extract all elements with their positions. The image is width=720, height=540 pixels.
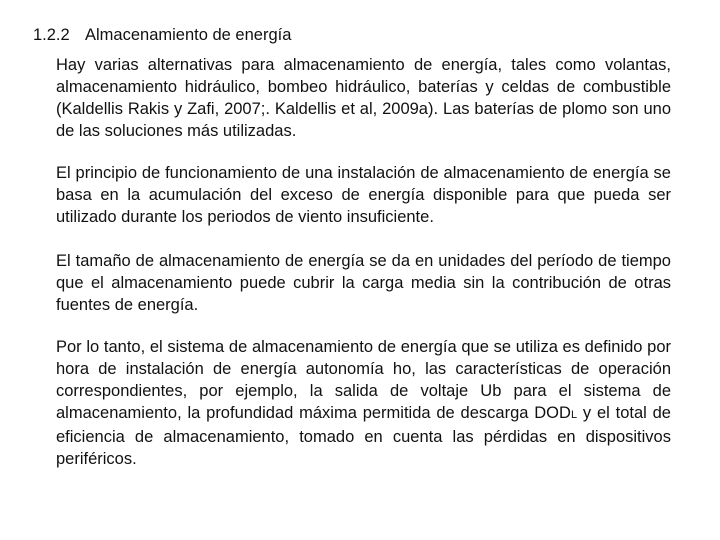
- paragraph-4-text-start: Por lo tanto, el sistema de almacenamiento de energía que se utiliza es definido por hora de instalación de energía autonomía ho, las características de operación correspondientes, por ejemplo, la salida de voltaje Ub para el sistema de almacenamiento, la profundidad máxima permitida de descarga DOD: [56, 338, 671, 422]
- paragraph-3: El tamaño de almacenamiento de energía se da en unidades del período de tiempo que el almacenamiento puede cubrir la carga media sin la contribución de otras fuentes de energía.: [56, 252, 671, 314]
- paragraph-4: [56, 336, 671, 470]
- dod-subscript: L: [570, 409, 578, 421]
- paragraph-2: El principio de funcionamiento de una instalación de almacenamiento de energía se basa en la acumulación del exceso de energía disponible para que pueda ser utilizado durante los periodos de viento insuficiente.: [56, 164, 671, 226]
- paragraph-4-text-end: y el total de eficiencia de almacenamiento, tomado en cuenta las pérdidas en dispositivos periféricos.: [56, 404, 671, 468]
- paragraph-1: Hay varias alternativas para almacenamiento de energía, tales como volantas, almacenamiento hidráulico, bombeo hidráulico, baterías y celdas de combustible (Kaldellis Rakis y Zafi, 2007;. Kaldellis et al, 2009a). Las baterías de plomo son uno de las soluciones más utilizadas.: [56, 56, 671, 140]
- section-heading: [33, 25, 291, 45]
- section-title: Almacenamiento de energía: [85, 26, 292, 44]
- section-number: 1.2.2: [33, 26, 70, 44]
